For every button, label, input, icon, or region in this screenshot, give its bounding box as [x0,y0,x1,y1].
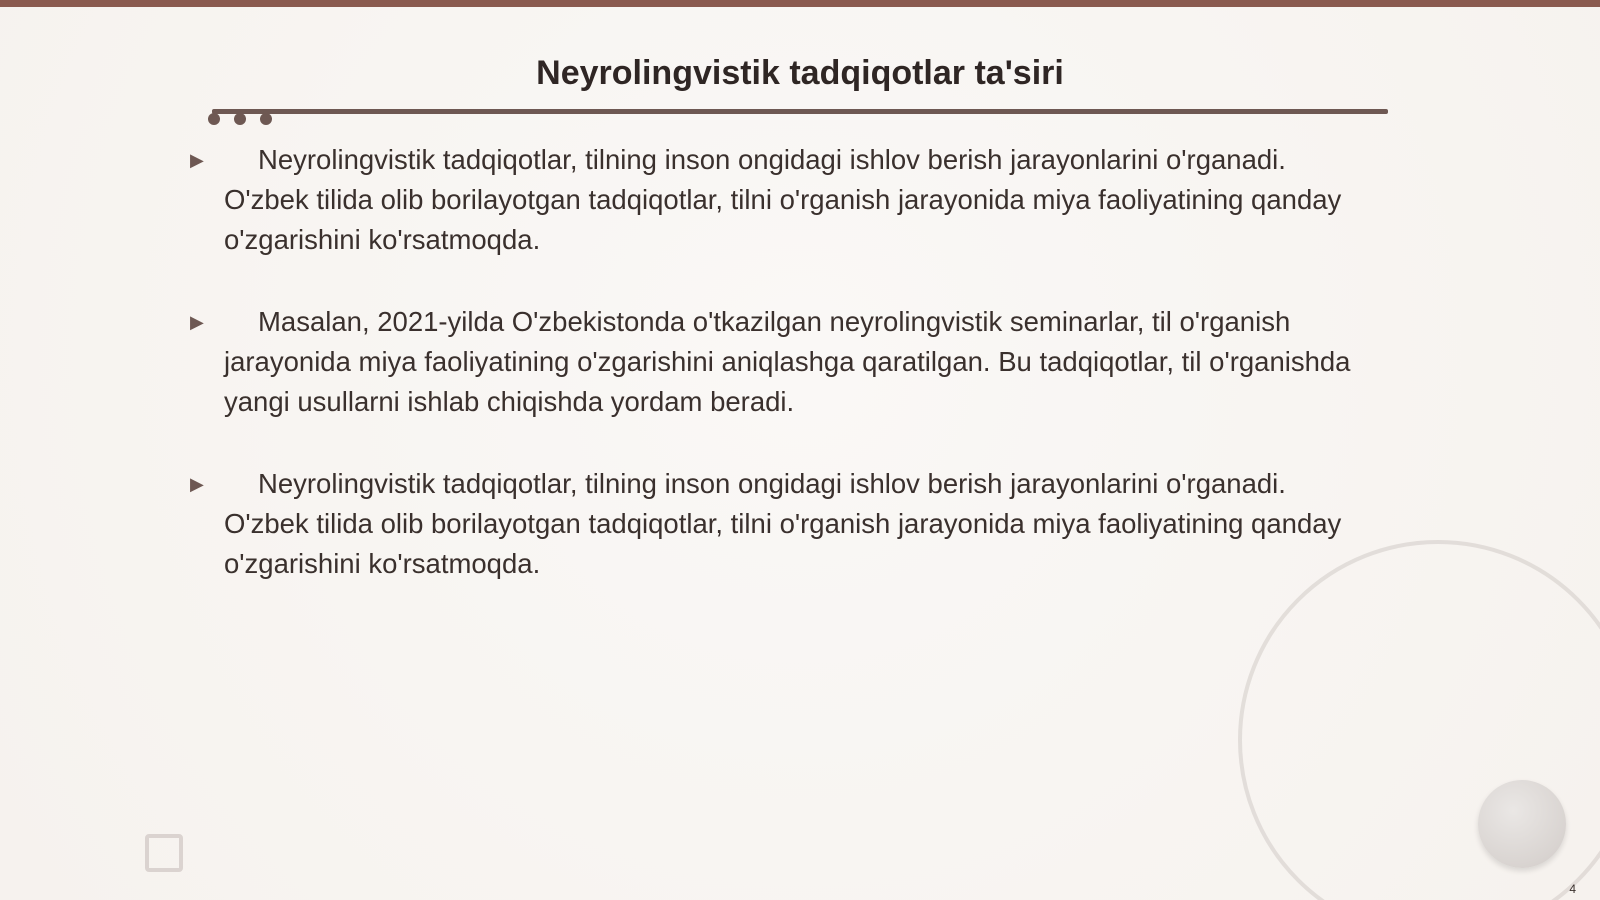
bullet-text: Neyrolingvistik tadqiqotlar, tilning inson ongidagi ishlov berish jarayonlarini o'rganadi. O'zbek tilida olib borilayotgan tadqiqotlar, tilni o'rganish jarayonida miya faoliyatining qanday o'zgarishini ko'rsatmoqda. [224,144,1342,255]
triangle-right-icon: ▶ [190,150,204,170]
decorative-square [145,834,183,872]
bullet-item [190,464,1354,584]
title-underline [212,109,1388,114]
slide-title: Neyrolingvistik tadqiqotlar ta'siri [536,54,1064,92]
underline-dot [208,113,220,125]
bullet-item [190,302,1354,422]
underline-dot [260,113,272,125]
bullet-text: Masalan, 2021-yilda O'zbekistonda o'tkazilgan neyrolingvistik seminarlar, til o'rganish jarayonida miya faoliyatining o'zgarishini aniqlashga qaratilgan. Bu tadqiqotlar, til o'rganishda yangi usullarni ishlab chiqishda yordam beradi. [224,306,1351,417]
underline-dot [234,113,246,125]
triangle-right-icon: ▶ [190,474,204,494]
triangle-right-icon: ▶ [190,312,204,332]
bullet-text: Neyrolingvistik tadqiqotlar, tilning inson ongidagi ishlov berish jarayonlarini o'rganadi. O'zbek tilida olib borilayotgan tadqiqotlar, tilni o'rganish jarayonida miya faoliyatining qanday o'zgarishini ko'rsatmoqda. [224,468,1342,579]
page-number: 4 [1569,882,1576,896]
top-accent-bar [0,0,1600,7]
bullet-item [190,140,1354,260]
bullet-list [190,140,1354,626]
decorative-circle [1478,780,1566,868]
